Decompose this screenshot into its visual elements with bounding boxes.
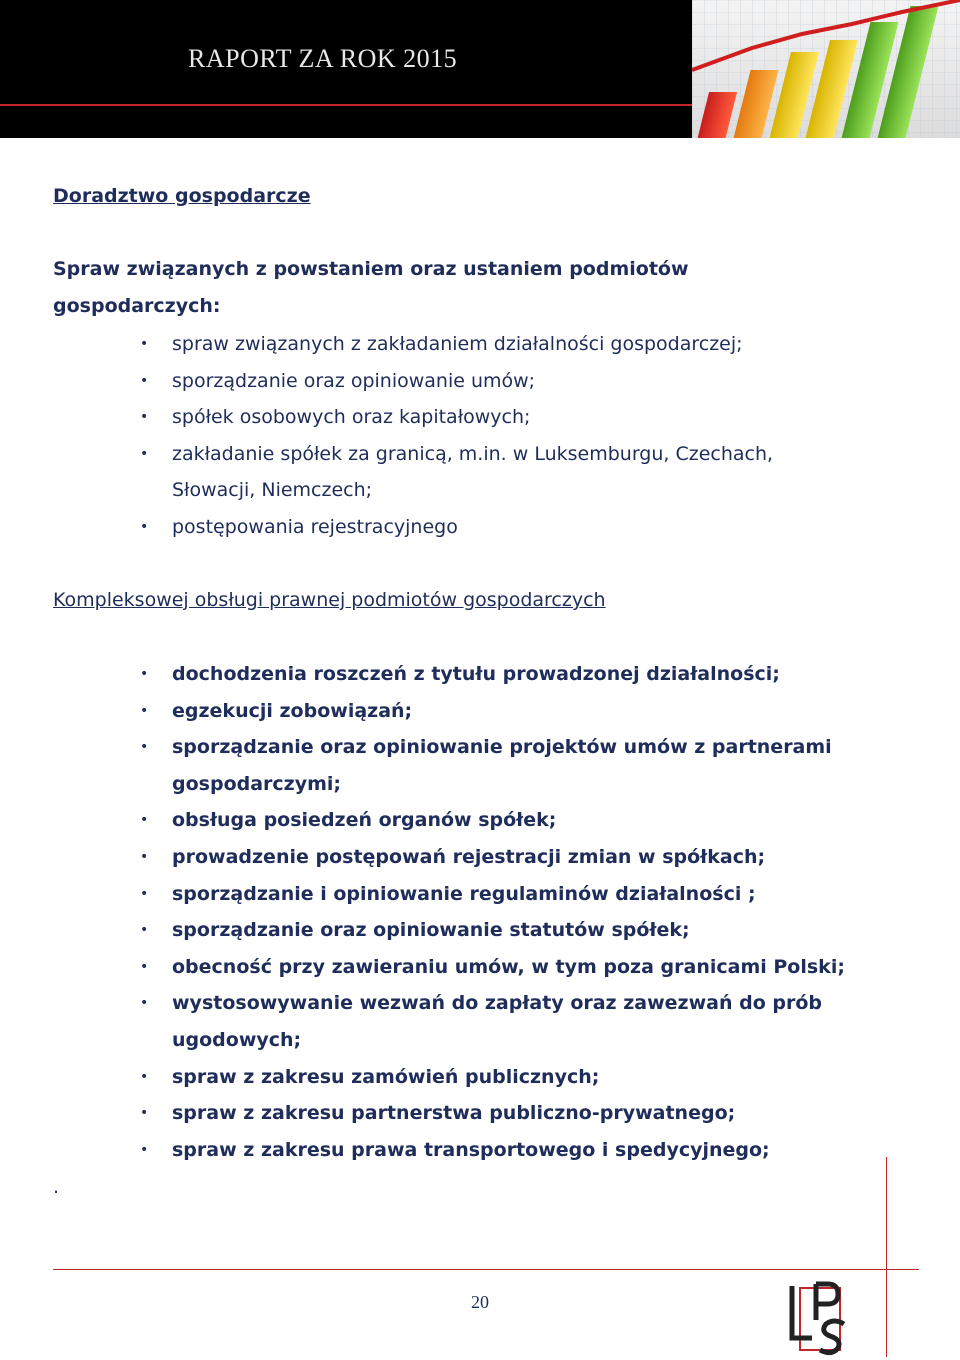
list-item: • wystosowywanie wezwań do zapłaty oraz zawezwań do prób ugodowych; [140,985,845,1058]
header-rule [0,104,692,106]
report-title: RAPORT ZA ROK 2015 [188,44,458,73]
list-item: • spraw związanych z zakładaniem działalności gospodarczej; [140,326,773,363]
list-item: • zakładanie spółek za granicą, m.in. w Luksemburgu, Czechach, Słowacji, Niemczech; [140,436,773,509]
footer-vertical-rule [886,1157,887,1357]
page-header [0,0,960,138]
list-item: • sporządzanie oraz opiniowanie umów; [140,363,773,400]
list-item: • spraw z zakresu zamówień publicznych; [140,1059,845,1096]
section2-list [140,656,845,1168]
footer-rule [53,1269,919,1270]
bar-chart-arrow-icon [692,0,960,138]
subheading-line-1: Spraw związanych z powstaniem oraz ustaniem podmiotów [53,258,689,280]
list-item: • obecność przy zawieraniu umów, w tym poza granicami Polski; [140,949,845,986]
section-heading-doradztwo: Doradztwo gospodarcze [53,185,311,207]
list-item: • sporządzanie oraz opiniowanie statutów spółek; [140,912,845,949]
page-number: 20 [471,1292,489,1312]
list-item: • spółek osobowych oraz kapitałowych; [140,399,773,436]
list-item: • sporządzanie oraz opiniowanie projektów umów z partnerami gospodarczymi; [140,729,845,802]
lps-logo-icon [786,1280,850,1356]
list-item: • postępowania rejestracyjnego [140,509,773,546]
list-item: • dochodzenia roszczeń z tytułu prowadzonej działalności; [140,656,845,693]
list-item: • obsługa posiedzeń organów spółek; [140,802,845,839]
section-heading-kompleksowa: Kompleksowej obsługi prawnej podmiotów gospodarczych [53,589,606,611]
trailing-dot: . [53,1176,60,1198]
list-item: • prowadzenie postępowań rejestracji zmian w spółkach; [140,839,845,876]
list-item: • spraw z zakresu prawa transportowego i spedycyjnego; [140,1132,845,1169]
list-item: • spraw z zakresu partnerstwa publiczno-prywatnego; [140,1095,845,1132]
subheading-line-2: gospodarczych: [53,295,221,317]
section1-list [140,326,773,546]
list-item: • egzekucji zobowiązań; [140,693,845,730]
list-item: • sporządzanie i opiniowanie regulaminów działalności ; [140,876,845,913]
